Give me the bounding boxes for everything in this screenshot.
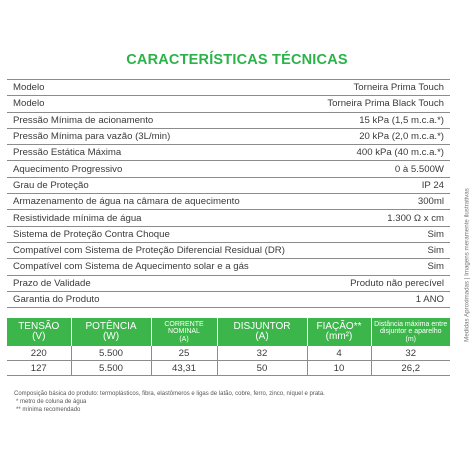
spec-value: Torneira Prima Black Touch <box>327 98 444 110</box>
electrical-table <box>7 318 450 376</box>
spec-value: Sim <box>427 261 444 273</box>
table-cell: 50 <box>217 361 307 376</box>
header-power <box>71 318 151 346</box>
spec-label: Prazo de Validade <box>13 277 91 289</box>
spec-value: 20 kPa (2,0 m.c.a.*) <box>359 131 444 143</box>
side-disclaimer: Medidas Aproximadas | Imagens meramente ilustrativas <box>463 188 471 342</box>
header-wiring <box>307 318 371 346</box>
header-unit: (mm²) <box>325 331 353 342</box>
spec-label: Modelo <box>13 98 45 110</box>
spec-row <box>7 292 450 308</box>
table-cell: 220 <box>7 346 71 361</box>
footnotes <box>14 390 325 415</box>
spec-row <box>7 194 450 210</box>
spec-value: Sim <box>427 245 444 257</box>
spec-label: Pressão Mínima para vazão (3L/min) <box>13 131 171 143</box>
spec-row <box>7 145 450 161</box>
header-unit: (A) <box>255 331 269 342</box>
header-name: Distância máxima entre disjuntor e aparelho <box>374 320 448 336</box>
spec-value: 1.300 Ω x cm <box>387 212 444 224</box>
spec-row <box>7 96 450 112</box>
header-unit: (V) <box>32 331 46 342</box>
header-breaker <box>217 318 307 346</box>
spec-value: 300ml <box>417 196 444 208</box>
header-name: DISJUNTOR <box>233 320 291 332</box>
table-cell: 32 <box>371 346 450 361</box>
table-cell: 26,2 <box>371 361 450 376</box>
spec-label: Resistividade mínima de água <box>13 212 142 224</box>
spec-row <box>7 79 450 96</box>
spec-row <box>7 210 450 226</box>
table-row <box>7 361 450 376</box>
electrical-header-row <box>7 318 450 346</box>
header-current <box>151 318 217 346</box>
spec-label: Aquecimento Progressivo <box>13 163 123 175</box>
footnote-double-asterisk: ** mínima recomendado <box>16 407 81 414</box>
spec-label: Garantia do Produto <box>13 294 100 305</box>
header-unit: (m) <box>405 335 416 343</box>
table-cell: 4 <box>307 346 371 361</box>
spec-label: Compatível com Sistema de Aquecimento solar e a gás <box>13 261 249 273</box>
composition-note: Composição básica do produto: termoplásticos, fibra, elastômeros e ligas de latão, cobre, ferro, zinco, níquel e prata. <box>14 391 325 397</box>
table-cell: 5.500 <box>71 346 151 361</box>
header-name: POTÊNCIA <box>85 320 137 332</box>
spec-label: Sistema de Proteção Contra Choque <box>13 228 170 240</box>
table-cell: 32 <box>217 346 307 361</box>
spec-row <box>7 178 450 194</box>
spec-label: Modelo <box>13 82 45 94</box>
header-name: FIAÇÃO** <box>316 320 362 332</box>
table-cell: 10 <box>307 361 371 376</box>
spec-row <box>7 161 450 177</box>
header-max-distance <box>371 318 450 346</box>
spec-row <box>7 113 450 129</box>
page-title: CARACTERÍSTICAS TÉCNICAS <box>126 52 348 68</box>
spec-label: Grau de Proteção <box>13 179 89 191</box>
header-name: TENSÃO <box>18 320 60 332</box>
specs-table <box>7 79 450 308</box>
spec-value: IP 24 <box>421 179 444 191</box>
header-unit: (A) <box>179 335 189 343</box>
footnote-asterisk: * metro de coluna de água <box>16 399 87 406</box>
table-cell: 43,31 <box>151 361 217 376</box>
spec-value: 0 à 5.500W <box>394 163 444 175</box>
spec-value: Torneira Prima Touch <box>353 82 444 94</box>
spec-label: Pressão Mínima de acionamento <box>13 114 154 126</box>
spec-row <box>7 276 450 292</box>
spec-label: Pressão Estática Máxima <box>13 147 122 159</box>
spec-row <box>7 227 450 243</box>
table-cell: 25 <box>151 346 217 361</box>
table-cell: 127 <box>7 361 71 376</box>
spec-row <box>7 129 450 145</box>
spec-value: 15 kPa (1,5 m.c.a.*) <box>359 114 444 126</box>
table-row <box>7 346 450 361</box>
spec-value: Produto não perecível <box>350 277 444 289</box>
spec-value: 1 ANO <box>415 294 444 305</box>
spec-row <box>7 243 450 259</box>
spec-label: Compatível com Sistema de Proteção Diferencial Residual (DR) <box>13 245 285 257</box>
table-cell: 5.500 <box>71 361 151 376</box>
header-voltage <box>7 318 71 346</box>
header-name: CORRENTE NOMINAL <box>164 320 204 336</box>
spec-value: Sim <box>427 228 444 240</box>
header-unit: (W) <box>102 331 120 342</box>
spec-row <box>7 259 450 275</box>
spec-label: Armazenamento de água na câmara de aquecimento <box>13 196 240 208</box>
spec-value: 400 kPa (40 m.c.a.*) <box>356 147 444 159</box>
